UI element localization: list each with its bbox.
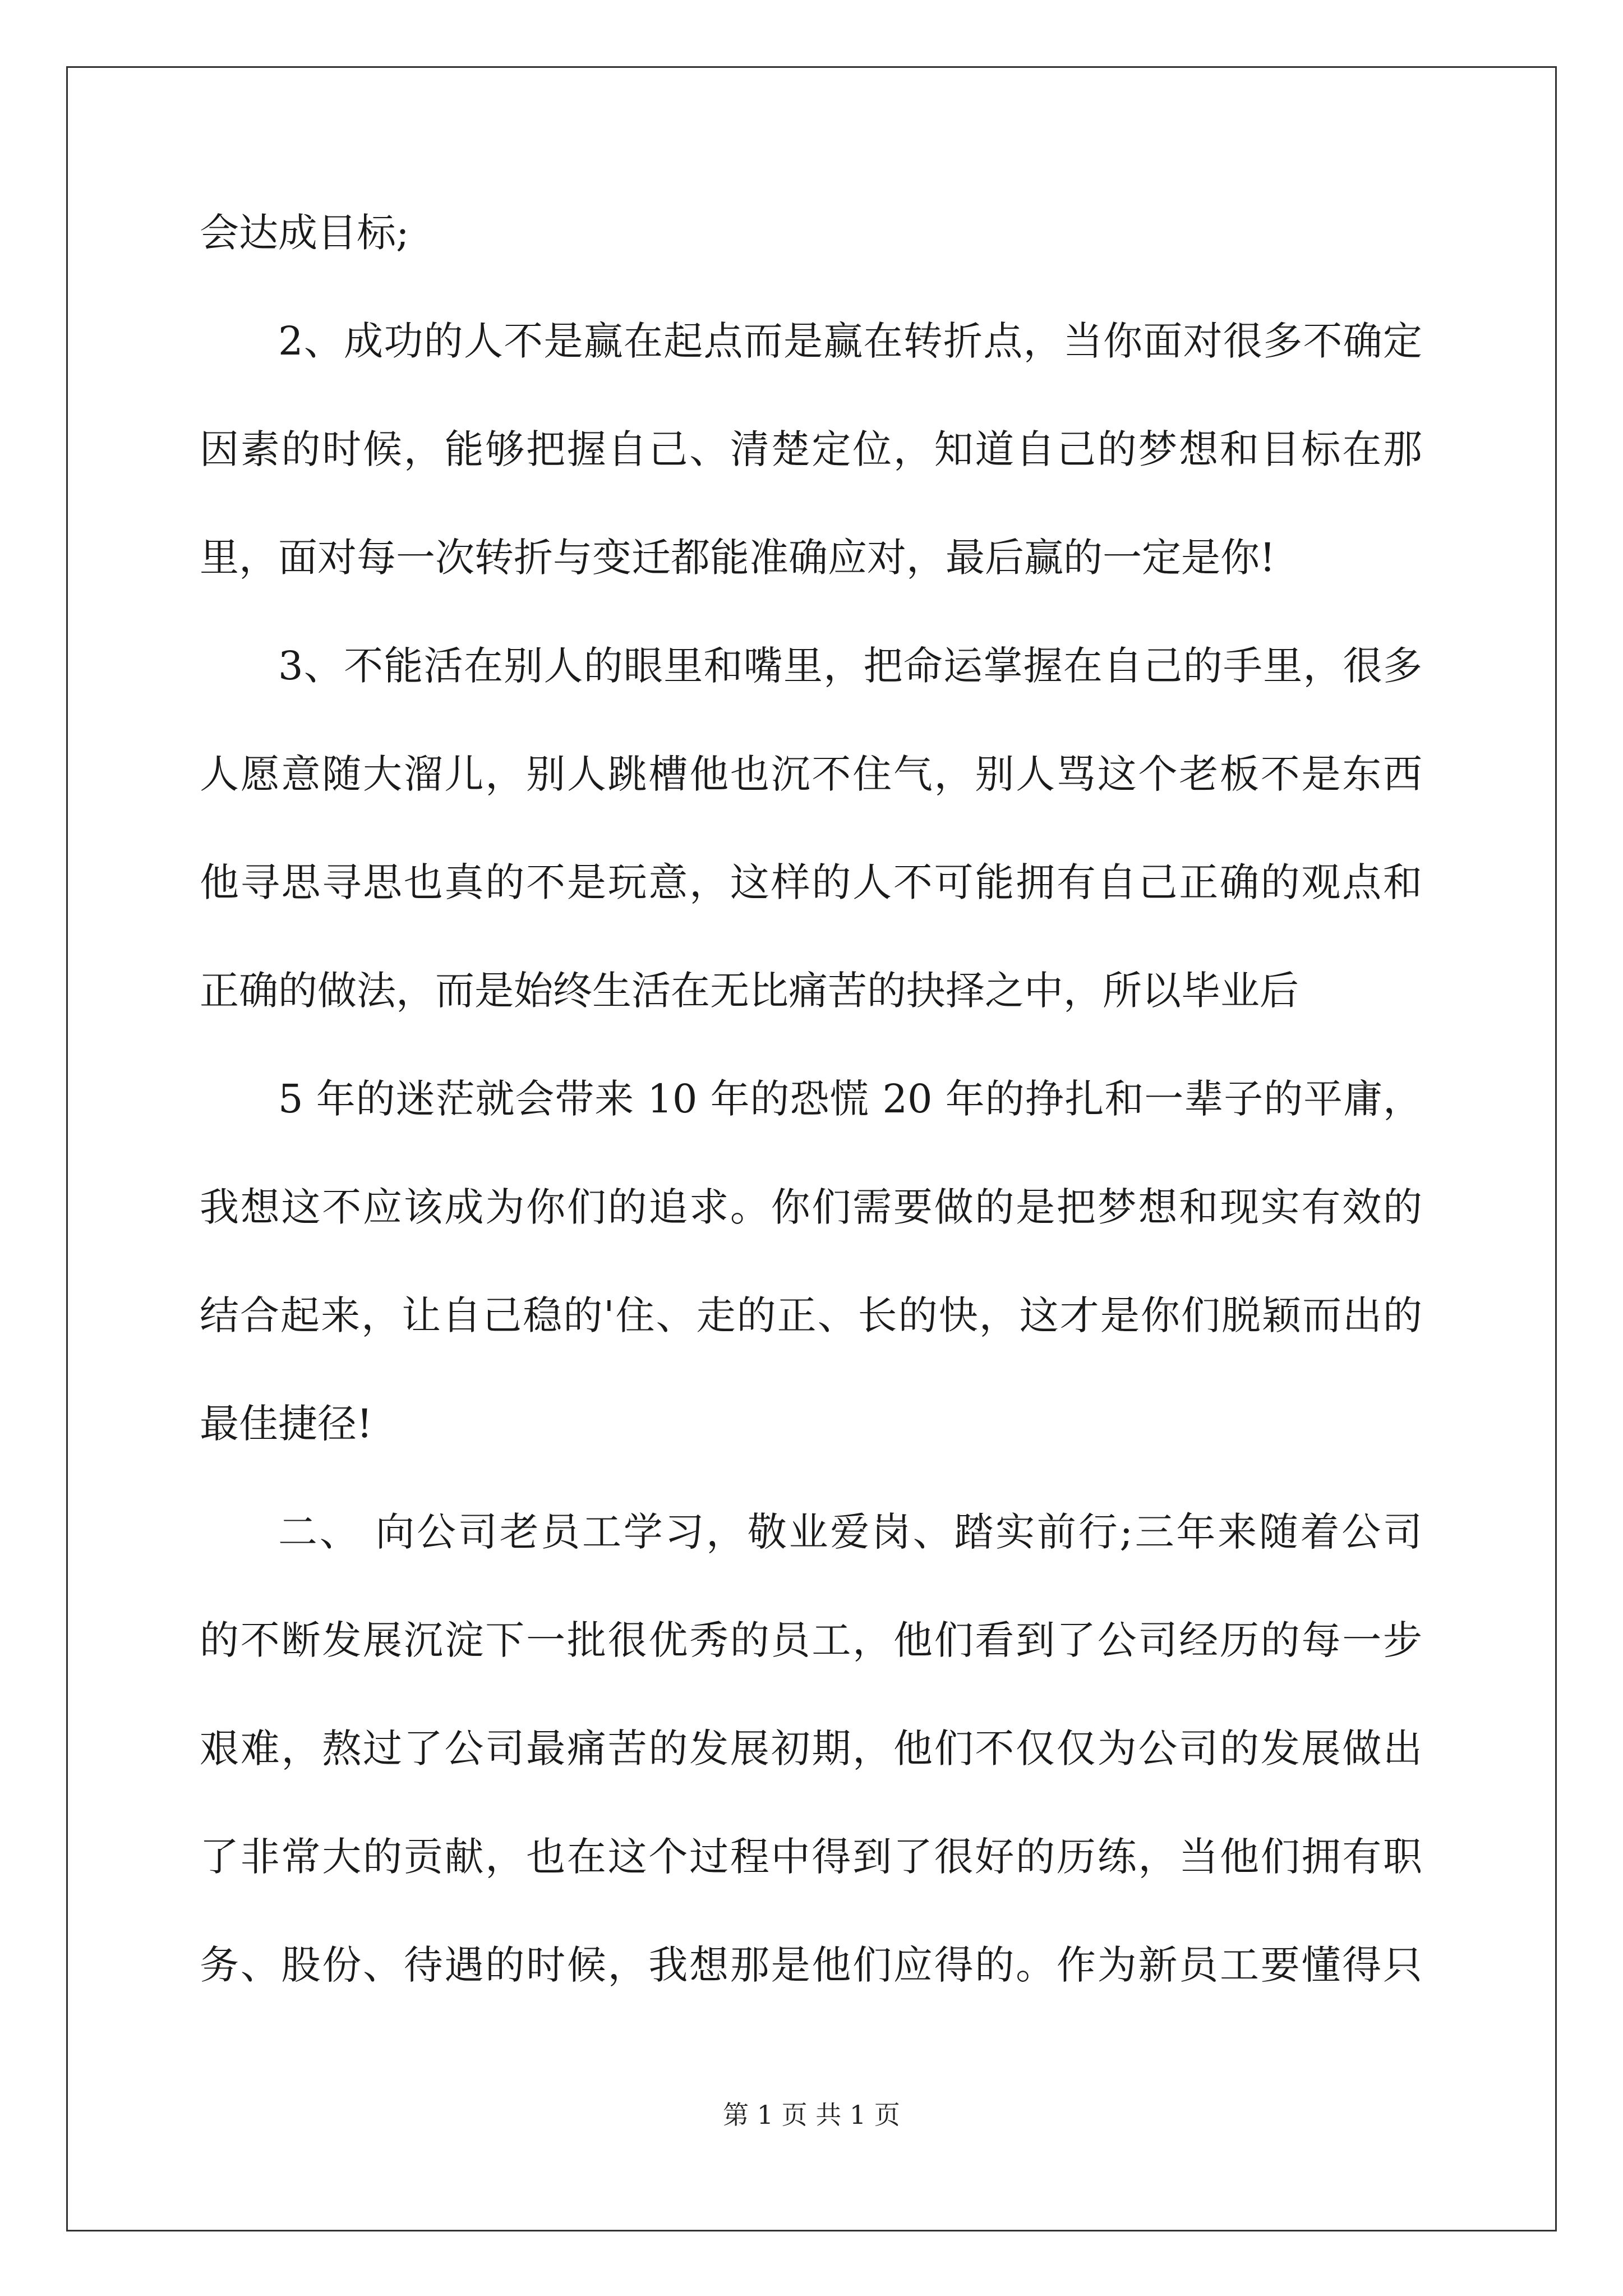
text-line: 里，面对每一次转折与变迁都能准确应对，最后赢的一定是你! xyxy=(200,535,1276,581)
text-line: 务、股份、待遇的时候，我想那是他们应得的。作为新员工要懂得只 xyxy=(200,1942,1422,1988)
text-line: 二、 向公司老员工学习，敬业爱岗、踏实前行;三年来随着公司 xyxy=(278,1509,1422,1555)
document-body xyxy=(200,208,1422,2048)
text-line: 了非常大的贡献，也在这个过程中得到了很好的历练，当他们拥有职 xyxy=(200,1834,1422,1880)
text-line: 因素的时候，能够把握自己、清楚定位，知道自己的梦想和目标在那 xyxy=(200,426,1422,472)
text-line: 正确的做法，而是始终生活在无比痛苦的抉择之中，所以毕业后 xyxy=(200,968,1299,1014)
text-line: 5 年的迷茫就会带来 10 年的恐慌 20 年的挣扎和一辈子的平庸， xyxy=(278,1076,1422,1122)
text-line: 3、不能活在别人的眼里和嘴里，把命运掌握在自己的手里，很多 xyxy=(278,643,1422,689)
text-line: 结合起来，让自己稳的'住、走的正、长的快，这才是你们脱颖而出的 xyxy=(200,1292,1422,1338)
text-line: 2、成功的人不是赢在起点而是赢在转折点，当你面对很多不确定 xyxy=(278,318,1422,364)
text-line: 最佳捷径! xyxy=(200,1401,373,1447)
text-line: 他寻思寻思也真的不是玩意，这样的人不可能拥有自己正确的观点和 xyxy=(200,859,1422,905)
text-line: 的不断发展沉淀下一批很优秀的员工，他们看到了公司经历的每一步 xyxy=(200,1617,1422,1663)
text-line: 我想这不应该成为你们的追求。你们需要做的是把梦想和现实有效的 xyxy=(200,1184,1422,1230)
text-line: 人愿意随大溜儿，别人跳槽他也沉不住气，别人骂这个老板不是东西 xyxy=(200,751,1422,797)
text-line: 艰难，熬过了公司最痛苦的发展初期，他们不仅仅为公司的发展做出 xyxy=(200,1726,1422,1772)
page-footer: 第 1 页 共 1 页 xyxy=(723,2100,900,2130)
text-line: 会达成目标; xyxy=(200,210,409,256)
